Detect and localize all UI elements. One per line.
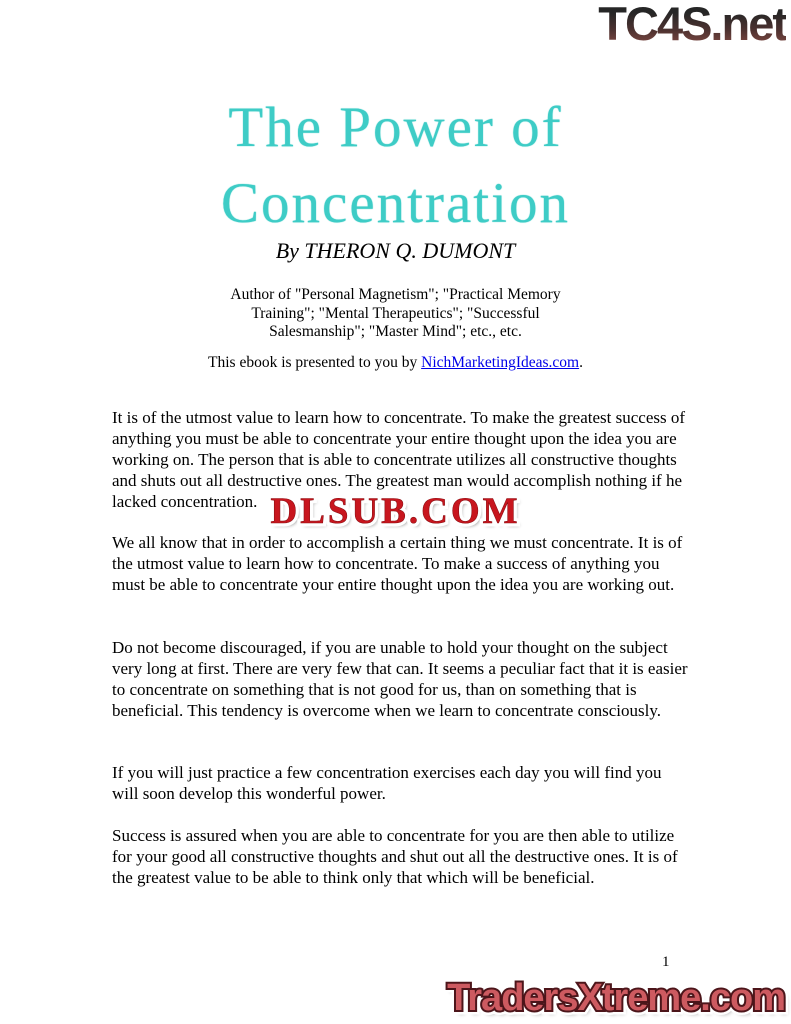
paragraph-3: Do not become discouraged, if you are unable to hold your thought on the subject very long at first. There are very few that can. It seems a peculiar fact that it is easier to concentrate on something that is not good for us, than on something that is beneficial. This tendency is overcome when we learn to concentrate consciously. <box>112 638 688 720</box>
author-byline: By THERON Q. DUMONT <box>275 238 516 263</box>
presented-prefix: This ebook is presented to you by <box>208 354 422 371</box>
paragraph-1: It is of the utmost value to learn how to concentrate. To make the greatest success of anything you must be able to concentrate your entire thought upon the idea you are working on. The person that is able to concentrate utilizes all constructive thoughts and shuts out all destructive ones. The greatest man would accomplish nothing if he lacked concentration. <box>112 408 686 511</box>
paragraph-4: If you will just practice a few concentration exercises each day you will find you will soon develop this wonderful power. <box>112 763 662 803</box>
page-number: 1 <box>662 954 670 970</box>
nichmarketingideas-link[interactable]: NichMarketingIdeas.com <box>421 354 580 371</box>
paragraph-5: Success is assured when you are able to concentrate for you are then able to utilize for your good all constructive thoughts and shut out all the destructive ones. It is of the greatest value to be able to think only that which will be beneficial. <box>112 826 678 887</box>
paragraph-2: We all know that in order to accomplish a certain thing we must concentrate. It is of the utmost value to learn how to concentrate. To make a success of anything you must be able to concentrate your entire thought upon the idea you are working out. <box>112 533 683 594</box>
author-credits: Author of "Personal Magnetism"; "Practical Memory Training"; "Mental Therapeutics"; "Successful Salesmanship"; "Master Mind"; etc., etc. <box>230 286 561 340</box>
page-title-line1: The Power of <box>228 96 563 159</box>
page-title <box>0 90 791 242</box>
presented-line <box>0 354 791 372</box>
dlsub-watermark: DLSUB.COM DLSUB.COM <box>270 490 520 533</box>
tradersxtreme-logo: TradersXtreme.com TradersXtreme.com TradersXtreme.com <box>447 977 785 1020</box>
page-title-line2: Concentration <box>221 172 570 235</box>
tc4s-net-logo: TC4S.net <box>598 0 786 51</box>
presented-suffix: . <box>579 354 583 371</box>
